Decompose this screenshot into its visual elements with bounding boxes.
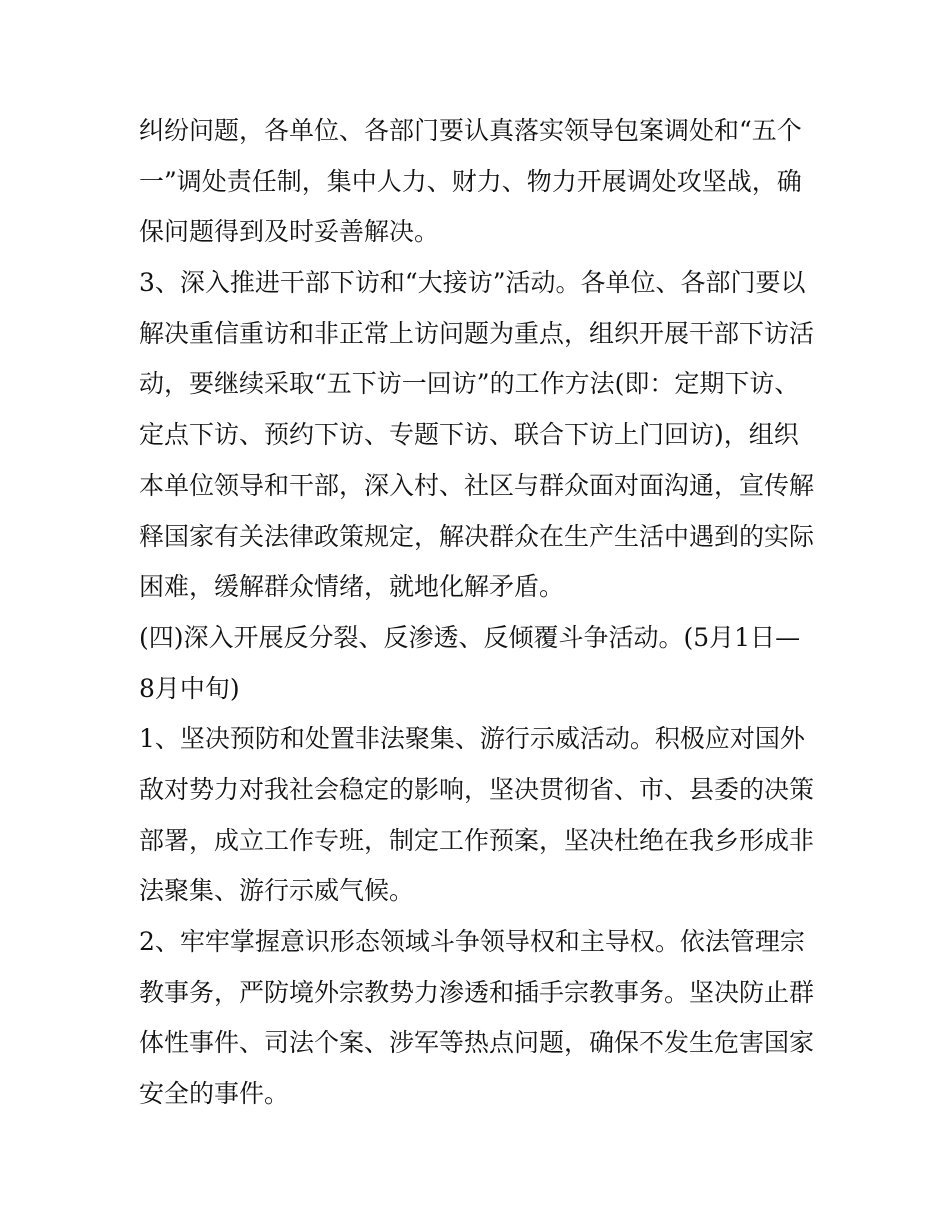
- section-heading-line: (四)深入开展反分裂、反渗透、反倾覆斗争活动。(5月1日—: [139, 622, 801, 652]
- text-line: 法聚集、游行示威气候。: [139, 876, 415, 906]
- body-text: [139, 106, 819, 1120]
- section-heading-line: 8月中旬): [139, 673, 240, 703]
- text-line: 1、坚决预防和处置非法聚集、游行示威活动。积极应对国外: [139, 724, 805, 754]
- text-line: 动，要继续采取“五下访一回访”的工作方法(即：定期下访、: [139, 369, 800, 399]
- text-line: 部署，成立工作专班，制定工作预案，坚决杜绝在我乡形成非: [139, 825, 815, 855]
- text-line: 3、深入推进干部下访和“大接访”活动。各单位、各部门要以: [139, 268, 806, 298]
- text-line: 释国家有关法律政策规定，解决群众在生产生活中遇到的实际: [139, 521, 815, 551]
- text-line: 2、牢牢掌握意识形态领域斗争领导权和主导权。依法管理宗: [139, 927, 805, 956]
- text-line: 教事务，严防境外宗教势力渗透和插手宗教事务。坚决防止群: [139, 977, 815, 1007]
- text-line: 体性事件、司法个案、涉军等热点问题，确保不发生危害国家: [139, 1028, 815, 1058]
- text-line: 解决重信重访和非正常上访问题为重点，组织开展干部下访活: [139, 318, 815, 348]
- text-line: 本单位领导和干部，深入村、社区与群众面对面沟通，宣传解: [139, 470, 815, 500]
- text-line: 保问题得到及时妥善解决。: [139, 217, 440, 247]
- text-line: 困难，缓解群众情绪，就地化解矛盾。: [139, 572, 565, 602]
- text-line: 安全的事件。: [139, 1079, 290, 1109]
- text-line: 敌对势力对我社会稳定的影响，坚决贯彻省、市、县委的决策: [139, 774, 815, 804]
- text-line: 纠纷问题，各单位、各部门要认真落实领导包案调处和“五个: [139, 116, 802, 145]
- text-line: 定点下访、预约下访、专题下访、联合下访上门回访)，组织: [139, 420, 799, 450]
- text-line: 一”调处责任制，集中人力、财力、物力开展调处攻坚战，确: [139, 166, 802, 196]
